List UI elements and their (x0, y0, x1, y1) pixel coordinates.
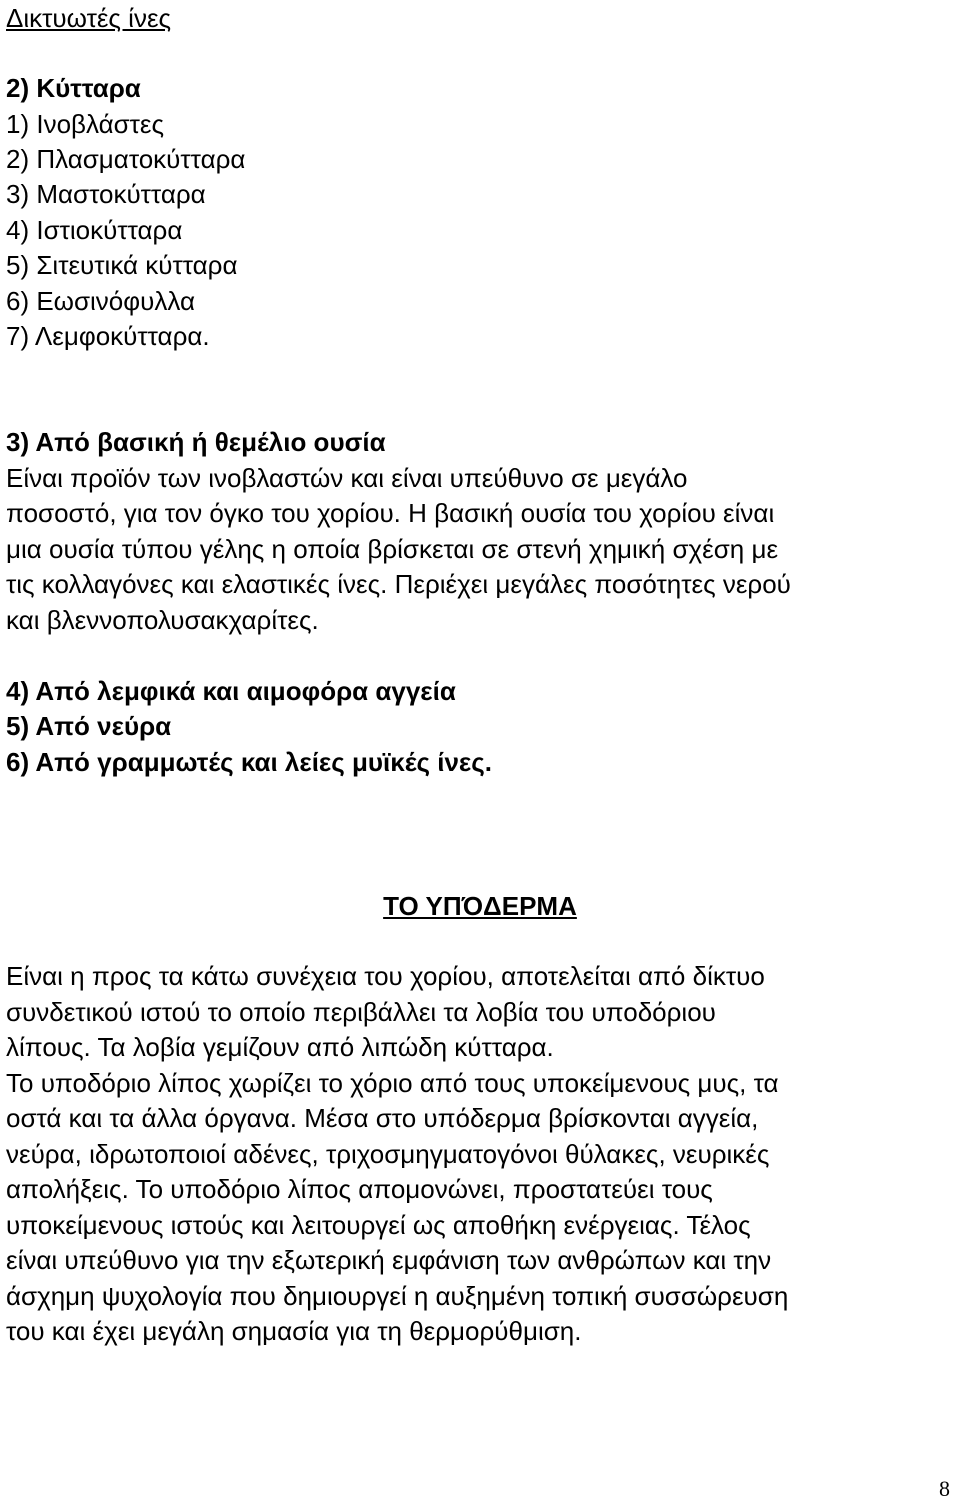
cell-list-item: 4) Ιστιοκύτταρα (6, 215, 183, 245)
paragraph-line: λίπους. Τα λοβία γεμίζουν από λιπώδη κύτταρα. (6, 1032, 554, 1062)
nerves-heading: 5) Από νεύρα (6, 711, 172, 741)
paragraph-line: και βλεννοπολυσακχαρίτες. (6, 605, 319, 635)
paragraph-line: οστά και τα άλλα όργανα. Μέσα στο υπόδερμα βρίσκονται αγγεία, (6, 1103, 759, 1133)
hypodermis-title: ΤΟ ΥΠΌΔΕΡΜΑ (383, 891, 577, 921)
section-title: Δικτυωτές ίνες (6, 3, 172, 33)
cell-list-item: 3) Μαστοκύτταρα (6, 179, 206, 209)
paragraph-line: απολήξεις. Το υποδόριο λίπος απομονώνει, προστατεύει τους (6, 1174, 713, 1204)
cell-list-item: 5) Σιτευτικά κύτταρα (6, 250, 238, 280)
cell-list-item: 1) Ινοβλάστες (6, 109, 165, 139)
cells-heading: 2) Κύτταρα (6, 73, 141, 103)
paragraph-line: Το υποδόριο λίπος χωρίζει το χόριο από τους υποκείμενους μυς, τα (6, 1068, 779, 1098)
paragraph-line: είναι υπεύθυνο για την εξωτερική εμφάνιση των ανθρώπων και την (6, 1245, 772, 1275)
ground-substance-heading: 3) Από βασική ή θεμέλιο ουσία (6, 427, 386, 457)
paragraph-line: νεύρα, ιδρωτοποιοί αδένες, τριχοσμηγματογόνοι θύλακες, νευρικές (6, 1139, 770, 1169)
cell-list-item: 6) Εωσινόφυλλα (6, 286, 195, 316)
paragraph-line: μια ουσία τύπου γέλης η οποία βρίσκεται σε στενή χημική σχέση με (6, 534, 779, 564)
vessels-heading: 4) Από λεμφικά και αιμοφόρα αγγεία (6, 676, 456, 706)
paragraph-line: του και έχει μεγάλη σημασία για τη θερμορύθμιση. (6, 1316, 582, 1346)
paragraph-line: ποσοστό, για τον όγκο του χορίου. Η βασική ουσία του χορίου είναι (6, 498, 775, 528)
page-number: 8 (939, 1476, 950, 1501)
paragraph-line: Είναι η προς τα κάτω συνέχεια του χορίου, αποτελείται από δίκτυο (6, 961, 765, 991)
paragraph-line: άσχημη ψυχολογία που δημιουργεί η αυξημένη τοπική συσσώρευση (6, 1281, 789, 1311)
muscle-fibers-heading: 6) Από γραμμωτές και λείες μυϊκές ίνες. (6, 747, 493, 777)
paragraph-line: τις κολλαγόνες και ελαστικές ίνες. Περιέχει μεγάλες ποσότητες νερού (6, 569, 791, 599)
cell-list-item: 2) Πλασματοκύτταρα (6, 144, 246, 174)
paragraph-line: Είναι προϊόν των ινοβλαστών και είναι υπεύθυνο σε μεγάλο (6, 463, 688, 493)
cell-list-item: 7) Λεμφοκύτταρα. (6, 321, 210, 351)
paragraph-line: υποκείμενους ιστούς και λειτουργεί ως αποθήκη ενέργειας. Τέλος (6, 1210, 751, 1240)
paragraph-line: συνδετικού ιστού το οποίο περιβάλλει τα λοβία του υποδόριου (6, 997, 716, 1027)
